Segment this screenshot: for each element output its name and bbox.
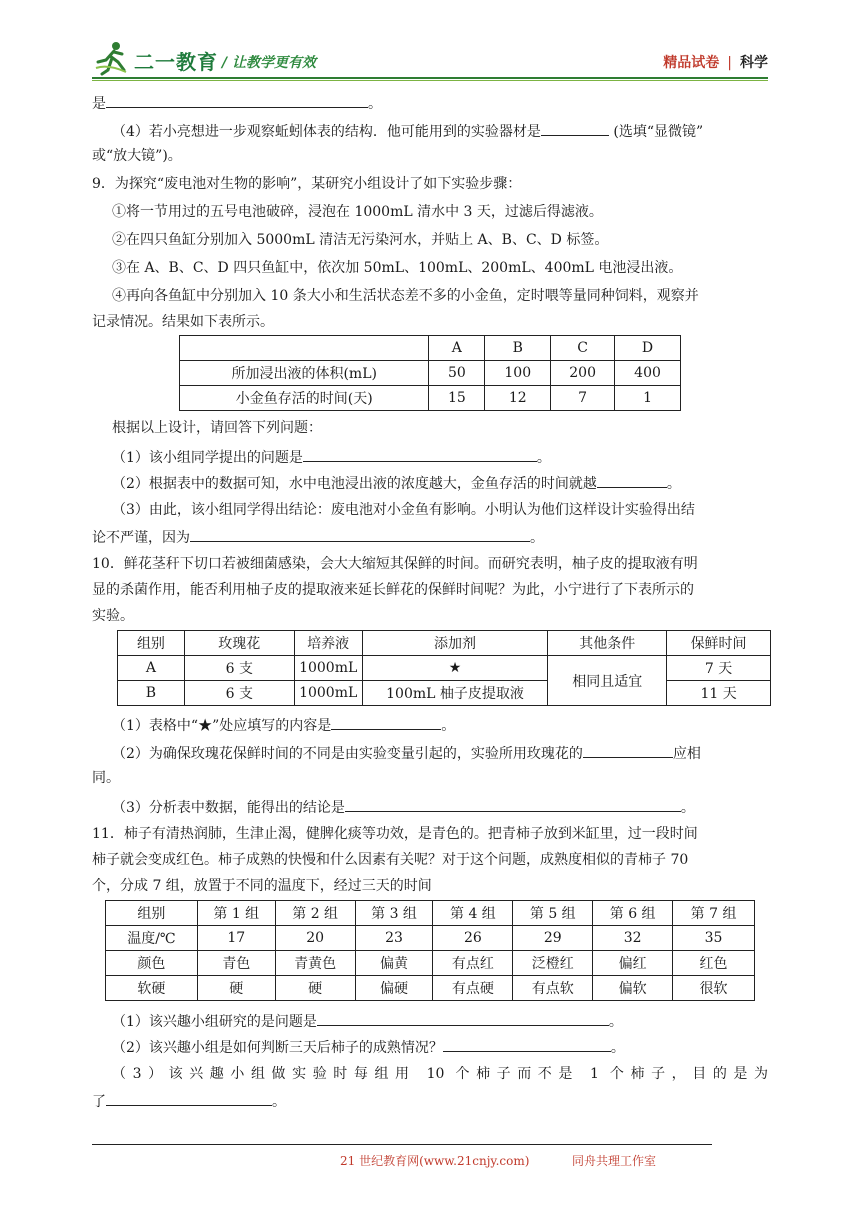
table-cell: 添加剂 [362,631,548,656]
q10-part1 [112,714,455,736]
q11-part1-end: 。 [608,1014,623,1030]
table-row [118,656,771,681]
q9-title: 9．为探究“废电池对生物的影响”，某研究小组设计了如下实验步骤： [92,176,522,192]
q10-title-2: 显的杀菌作用，能否利用柚子皮的提取液来延长鲜花的保鲜时间呢？为此，小宁进行了下表所示的 [92,582,694,598]
table-cell: 组别 [118,631,185,656]
q10-part1-text: （1）表格中“★”处应填写的内容是 [112,718,332,734]
q9-part3-cont [92,526,544,548]
table-cell: B [118,681,185,706]
q11-table [105,900,755,1001]
q9-table [179,335,681,411]
table-cell: D [615,336,681,361]
table-cell: 1000mL [294,681,362,706]
table-row [180,386,681,411]
table-cell: B [485,336,551,361]
table-cell: 青色 [197,951,275,976]
q9-part1-end: 。 [536,450,551,466]
paper-tag: 精品试卷 [663,55,720,71]
q11-part3-cont [92,1090,286,1112]
footer-site: 21 世纪教育网(www.21cnjy.com) [340,1154,530,1168]
q9-part3-text: 论不严谨，因为 [92,530,190,546]
table-cell: 偏黄 [355,951,433,976]
q11-part1-text: （1）该兴趣小组研究的是问题是 [112,1014,317,1030]
q9-part1 [112,446,551,468]
q11-part2 [112,1036,625,1058]
table-cell: 6 支 [184,681,294,706]
table-cell: 培养液 [294,631,362,656]
q8-part4-text: （4）若小亮想进一步观察蚯蚓体表的结构．他可能用到的实验器材是 [112,124,541,140]
table-cell: 29 [513,926,593,951]
table-cell: 17 [197,926,275,951]
table-cell: 有点软 [513,976,593,1001]
table-cell: A [429,336,485,361]
table-row [118,681,771,706]
footer-rule [92,1144,712,1145]
table-row [106,926,755,951]
q8-part4 [112,120,703,142]
table-cell: 偏软 [593,976,673,1001]
q9-part2-end: 。 [666,476,681,492]
answer-blank[interactable] [345,796,681,812]
q9-part3: （3）由此，该小组同学得出结论：废电池对小金鱼有影响。小明认为他们这样设计实验得出结 [112,502,695,518]
table-cell: 6 支 [184,656,294,681]
table-cell: 12 [485,386,551,411]
table-cell: 硬 [275,976,355,1001]
table-cell: 泛橙红 [513,951,593,976]
q9-part2-text: （2）根据表中的数据可知，水中电池浸出液的浓度越大，金鱼存活的时间就越 [112,476,597,492]
q9-step4: ④再向各鱼缸中分别加入 10 条大小和生活状态差不多的小金鱼，定时喂等量同种饲料，观察并 [112,288,699,304]
q11-title-3: 个，分成 7 组，放置于不同的温度下，经过三天的时间 [92,878,432,894]
q8-text: 是 [92,96,106,112]
page-header [92,40,768,80]
table-cell: C [551,336,615,361]
answer-blank[interactable] [331,714,441,730]
table-cell: 32 [593,926,673,951]
table-cell: 软硬 [106,976,198,1001]
table-cell: 第 1 组 [197,901,275,926]
table-cell: 15 [429,386,485,411]
q10-part3 [112,796,695,818]
q10-part3-end: 。 [680,800,695,816]
table-cell: 第 4 组 [433,901,513,926]
table-cell: 100mL 柚子皮提取液 [362,681,548,706]
table-cell: 第 6 组 [593,901,673,926]
q9-part2 [112,472,681,494]
table-row [118,631,771,656]
q9-intro: 根据以上设计，请回答下列问题： [112,420,322,436]
answer-blank[interactable] [583,742,673,758]
table-cell: 有点硬 [433,976,513,1001]
q11-part3: （3）该兴趣小组做实验时每组用 10 个柿子而不是 1 个柿子，目的是为 [112,1066,768,1082]
table-cell: 7 天 [667,656,771,681]
q11-part2-text: （2）该兴趣小组是如何判断三天后柿子的成熟情况？ [112,1040,443,1056]
q8-part4-hint: (选填“显微镜” [613,124,704,140]
table-cell: 偏红 [593,951,673,976]
table-cell: 100 [485,361,551,386]
q11-title: 11．柿子有清热润肺，生津止渴，健脾化痰等功效，是青色的。把青柿子放到米缸里，过一段时间 [92,826,698,842]
q11-title-2: 柿子就会变成红色。柿子成熟的快慢和什么因素有关呢？对于这个问题，成熟度相似的青柿子 70 [92,852,689,868]
q10-part2-text: （2）为确保玫瑰花保鲜时间的不同是由实验变量引起的，实验所用玫瑰花的 [112,746,583,762]
table-cell: 小金鱼存活的时间(天) [180,386,429,411]
table-cell: 400 [615,361,681,386]
table-cell: 保鲜时间 [667,631,771,656]
runner-logo-icon [92,40,132,76]
answer-blank[interactable] [303,446,537,462]
table-row [180,361,681,386]
answer-blank[interactable] [106,1090,272,1106]
table-cell: 26 [433,926,513,951]
header-rule-thin [92,80,768,81]
table-cell: 青黄色 [275,951,355,976]
table-cell: 第 5 组 [513,901,593,926]
q10-title-3: 实验。 [92,608,134,624]
table-cell: 硬 [197,976,275,1001]
table-cell: 23 [355,926,433,951]
table-row [106,901,755,926]
table-cell: 第 7 组 [673,901,755,926]
q8-text-end: 。 [368,96,382,112]
q9-part3-end: 。 [530,530,544,546]
q9-step4-cont: 记录情况。结果如下表所示。 [92,314,274,330]
merged-conditions-cell: 相同且适宜 [548,656,667,706]
header-separator: | [727,55,732,71]
table-cell: 颜色 [106,951,198,976]
q9-step1: ①将一节用过的五号电池破碎，浸泡在 1000mL 清水中 3 天，过滤后得滤液。 [112,204,603,220]
q9-step2: ②在四只鱼缸分别加入 5000mL 清洁无污染河水，并贴上 A、B、C、D 标签。 [112,232,609,248]
q10-part2 [112,742,701,764]
table-cell: 第 3 组 [355,901,433,926]
table-cell: 35 [673,926,755,951]
q8-part4-cont: 或“放大镜”)。 [92,148,182,164]
table-row [106,951,755,976]
table-row [106,976,755,1001]
table-cell: 组别 [106,901,198,926]
answer-blank[interactable] [106,92,368,108]
table-cell: 第 2 组 [275,901,355,926]
q11-part3-text: 了 [92,1094,106,1110]
answer-blank[interactable] [190,526,530,542]
table-cell: A [118,656,185,681]
footer-studio: 同舟共理工作室 [572,1154,657,1168]
q10-title: 10．鲜花茎秆下切口若被细菌感染，会大大缩短其保鲜的时间。而研究表明，柚子皮的提取液有明 [92,556,698,572]
q10-part3-text: （3）分析表中数据，能得出的结论是 [112,800,345,816]
q11-part3-end: 。 [272,1094,286,1110]
q10-part2-cont: 同。 [92,770,120,786]
answer-blank[interactable] [317,1010,609,1026]
q9-part1-text: （1）该小组同学提出的问题是 [112,450,303,466]
table-cell: 20 [275,926,355,951]
subject-label: 科学 [740,55,768,71]
table-cell: 1 [615,386,681,411]
answer-blank[interactable] [597,472,667,488]
table-cell: 7 [551,386,615,411]
q10-part2-tail: 应相 [672,746,701,762]
answer-blank[interactable] [443,1036,611,1052]
q11-part1 [112,1010,623,1032]
table-cell: 1000mL [294,656,362,681]
table-cell: 红色 [673,951,755,976]
q10-table [117,630,771,706]
brand-name: 二一教育 [134,50,218,74]
table-cell: 其他条件 [548,631,667,656]
table-row [180,336,681,361]
table-cell: 很软 [673,976,755,1001]
q10-part1-end: 。 [441,718,456,734]
star-cell: ★ [362,656,548,681]
header-right [663,52,768,72]
q9-step3: ③在 A、B、C、D 四只鱼缸中，依次加 50mL、100mL、200mL、400mL 电池浸出液。 [112,260,683,276]
q11-part2-end: 。 [610,1040,625,1056]
answer-blank[interactable] [541,120,609,136]
q8-line-top [92,92,382,114]
brand-slogan: / 让教学更有效 [222,55,316,71]
table-cell: 温度/℃ [106,926,198,951]
table-cell: 有点红 [433,951,513,976]
table-cell: 所加浸出液的体积(mL) [180,361,429,386]
table-cell [180,336,429,361]
table-cell: 偏硬 [355,976,433,1001]
table-cell: 50 [429,361,485,386]
header-rule [92,77,768,79]
table-cell: 玫瑰花 [184,631,294,656]
table-cell: 200 [551,361,615,386]
table-cell: 11 天 [667,681,771,706]
